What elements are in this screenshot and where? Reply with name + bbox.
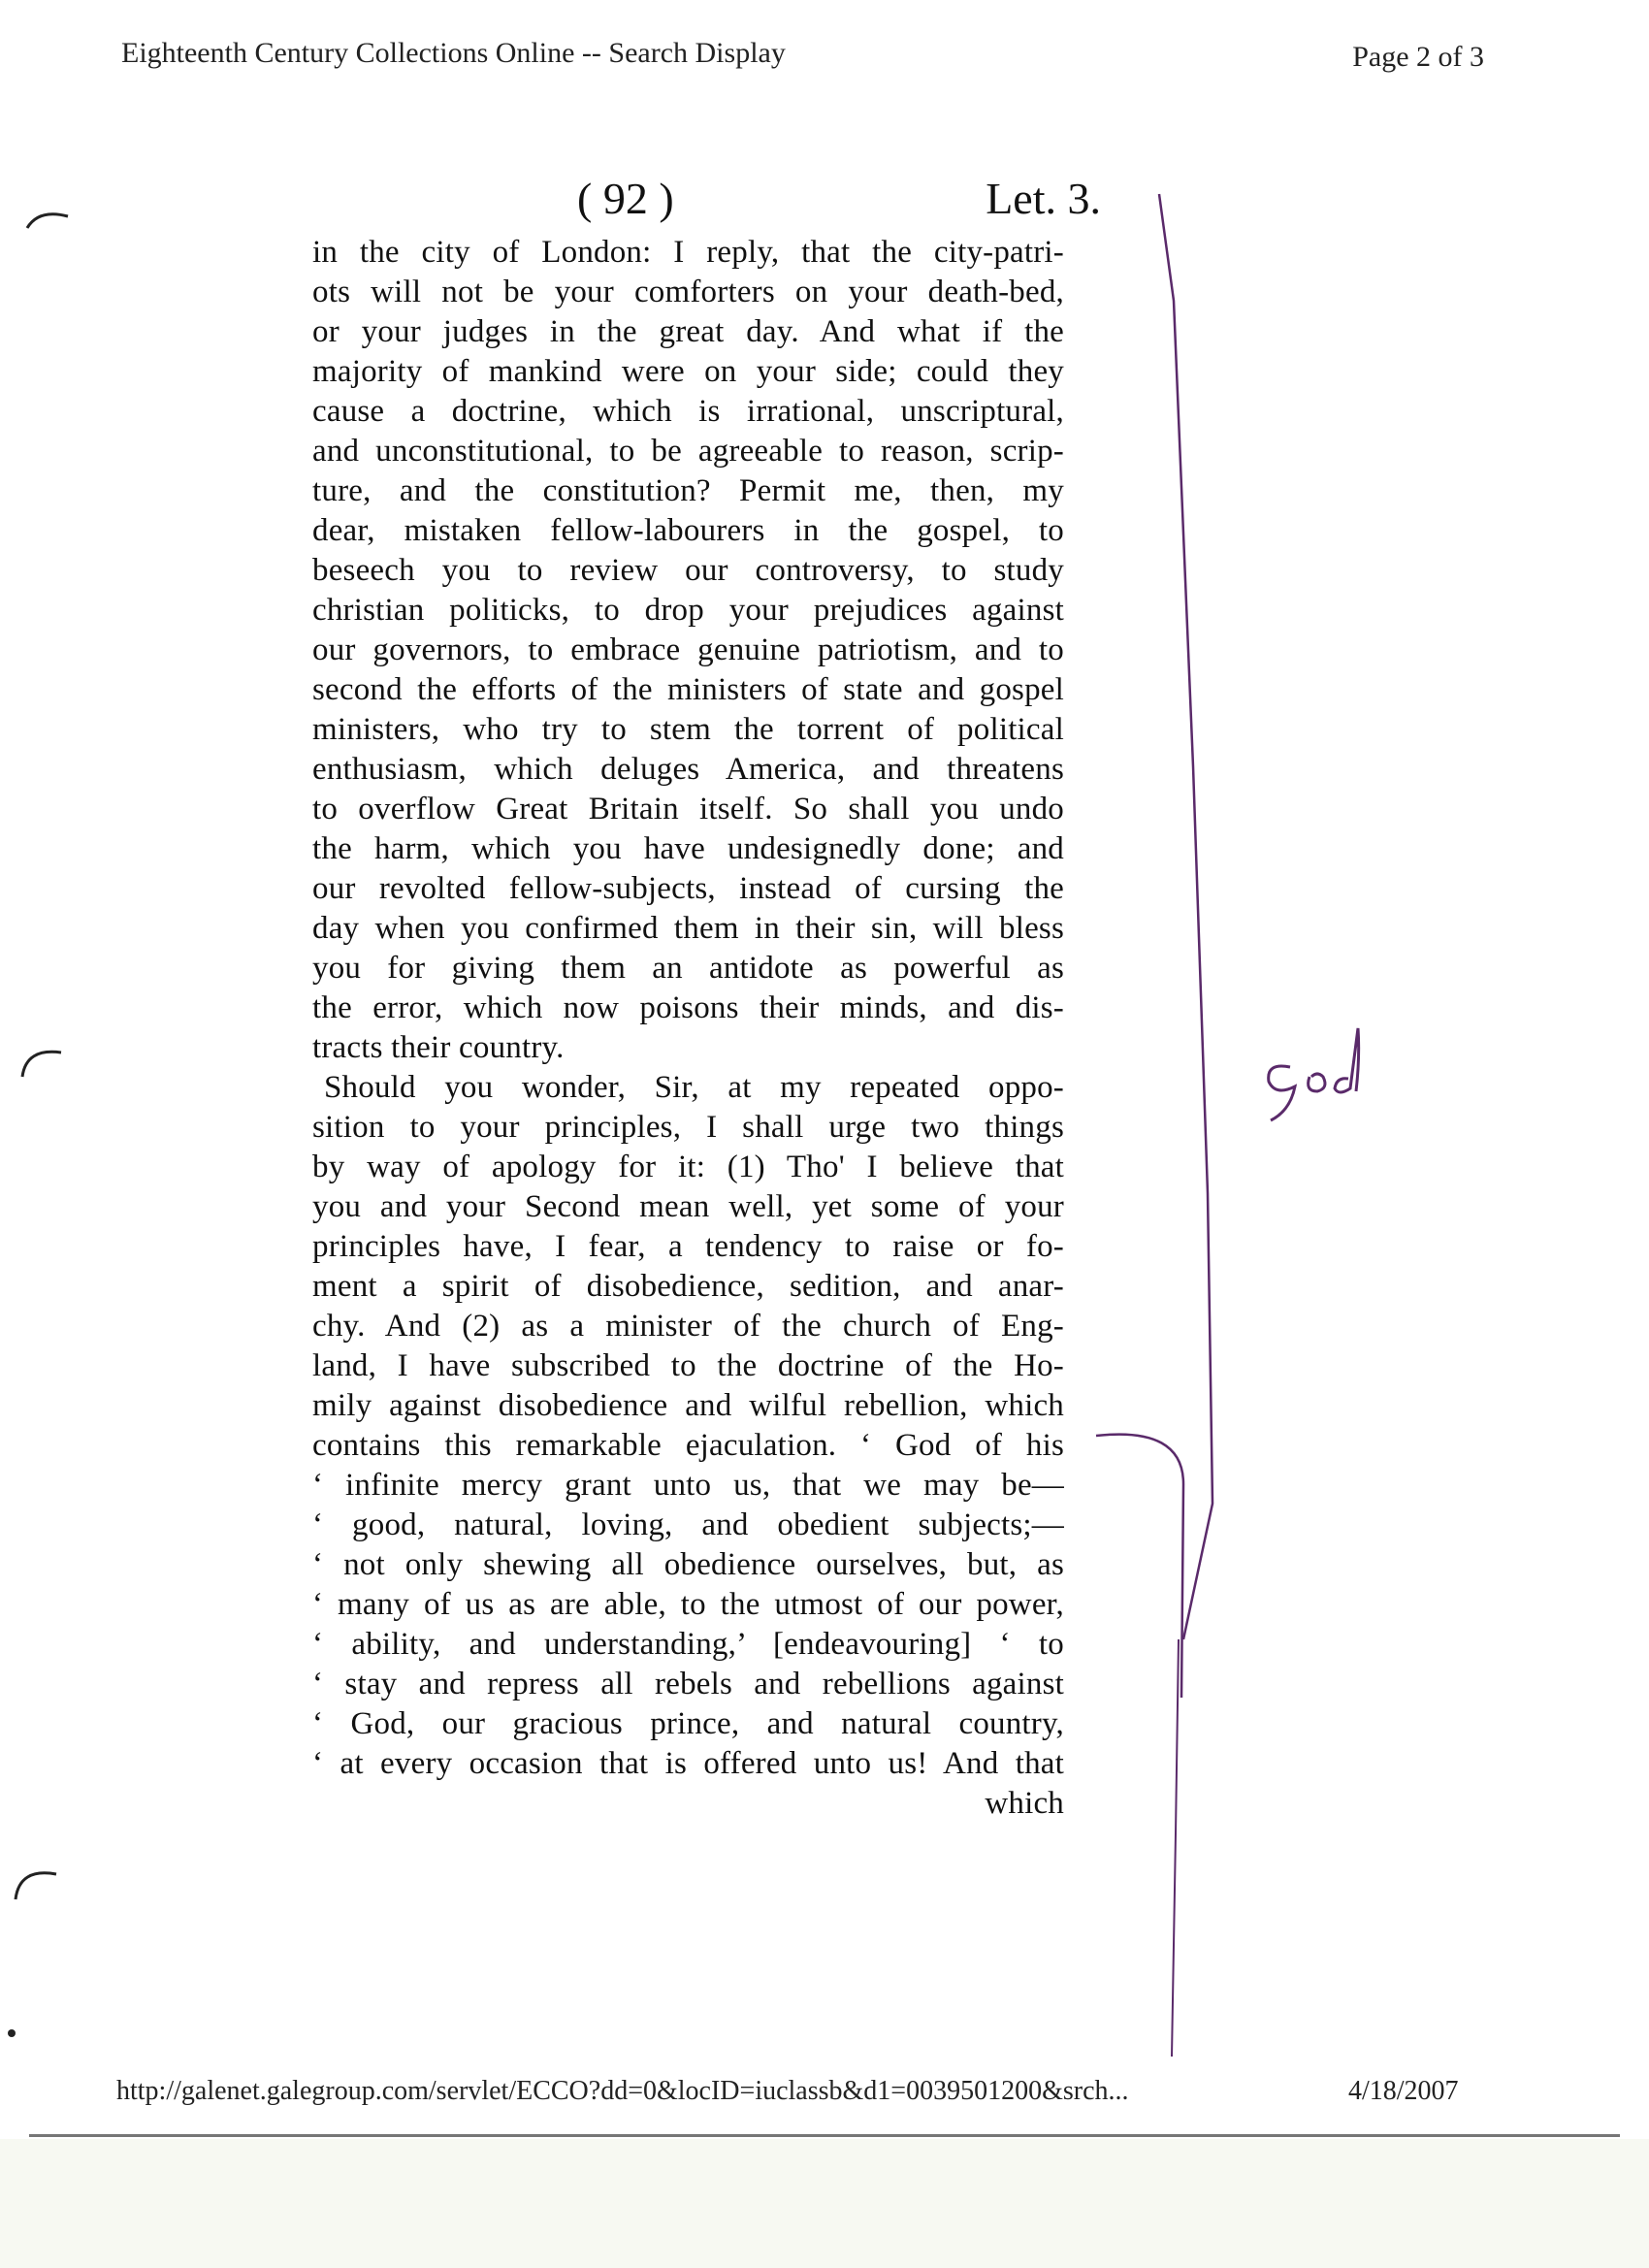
handwritten-margin-line [1067,184,1222,2076]
text-line: second the efforts of the ministers of state and gospel [312,672,1064,707]
text-line: ‘ good, natural, loving, and obedient subjects;— [312,1507,1064,1542]
text-line: cause a doctrine, which is irrational, unscriptural, [312,394,1064,429]
text-line: mily against disobedience and wilful rebellion, which [312,1388,1064,1423]
text-line: ‘ not only shewing all obedience ourselves, but, as [312,1547,1064,1582]
text-line: you and your Second mean well, yet some of your [312,1189,1064,1224]
text-line: majority of mankind were on your side; could they [312,354,1064,389]
text-line: tracts their country. [312,1030,565,1065]
text-line: ‘ stay and repress all rebels and rebellions against [312,1667,1064,1701]
text-line: you for giving them an antidote as powerful as [312,951,1064,986]
text-line: ‘ ability, and understanding,’ [endeavouring] ‘ to [312,1627,1064,1662]
text-line: principles have, I fear, a tendency to raise or fo- [312,1229,1064,1264]
text-line: ment a spirit of disobedience, sedition, and anar- [312,1269,1064,1304]
footer-divider [29,2134,1620,2137]
scan-speck [8,2029,16,2037]
text-line: Should you wonder, Sir, at my repeated oppo- [324,1070,1064,1105]
letter-number: Let. 3. [986,174,1101,223]
print-date: 4/18/2007 [1348,2076,1459,2106]
text-line: in the city of London: I reply, that the city-patri- [312,235,1064,270]
text-line: enthusiasm, which deluges America, and threatens [312,752,1064,787]
text-line: our revolted fellow-subjects, instead of cursing the [312,871,1064,906]
text-line: land, I have subscribed to the doctrine of the Ho- [312,1348,1064,1383]
text-line: day when you confirmed them in their sin, will bless [312,911,1064,946]
text-line: or your judges in the great day. And what if the [312,314,1064,349]
punch-hole-mark-middle [15,1033,73,1091]
text-line: sition to your principles, I shall urge two things [312,1110,1064,1145]
punch-hole-mark-bottom [8,1853,66,1911]
punch-hole-mark-top [19,199,78,257]
handwritten-god-annotation [1251,999,1397,1135]
source-url: http://galenet.galegroup.com/servlet/ECCO?dd=0&locID=iuclassb&d1=0039501200&srch... [116,2076,1129,2106]
text-line: christian politicks, to drop your prejudices against [312,593,1064,628]
page-number: ( 92 ) [577,174,674,223]
text-line: ministers, who try to stem the torrent of political [312,712,1064,747]
text-line: to overflow Great Britain itself. So shall you undo [312,792,1064,826]
text-line: our governors, to embrace genuine patriotism, and to [312,632,1064,667]
page-bottom-margin [0,2139,1649,2268]
text-line: and unconstitutional, to be agreeable to reason, scrip- [312,434,1064,469]
text-line: dear, mistaken fellow-labourers in the gospel, to [312,513,1064,548]
text-line: ots will not be your comforters on your death-bed, [312,275,1064,309]
text-line: which [985,1786,1064,1821]
scanned-page-text [312,233,1064,1824]
text-line: beseech you to review our controversy, to study [312,553,1064,588]
text-line: chy. And (2) as a minister of the church of Eng- [312,1309,1064,1344]
document-source-title: Eighteenth Century Collections Online -- Search Display [121,37,786,69]
text-line: contains this remarkable ejaculation. ‘ God of his [312,1428,1064,1463]
text-line: ture, and the constitution? Permit me, then, my [312,473,1064,508]
text-line: by way of apology for it: (1) Tho' I believe that [312,1150,1064,1184]
text-line: ‘ infinite mercy grant unto us, that we may be— [312,1468,1064,1503]
text-line: ‘ God, our gracious prince, and natural country, [312,1706,1064,1741]
running-head [577,173,1101,231]
text-line: the error, which now poisons their minds, and dis- [312,990,1064,1025]
text-line: the harm, which you have undesignedly done; and [312,831,1064,866]
text-line: ‘ at every occasion that is offered unto us! And that [312,1746,1064,1781]
text-line: ‘ many of us as are able, to the utmost of our power, [312,1587,1064,1622]
page-indicator: Page 2 of 3 [1352,41,1484,73]
